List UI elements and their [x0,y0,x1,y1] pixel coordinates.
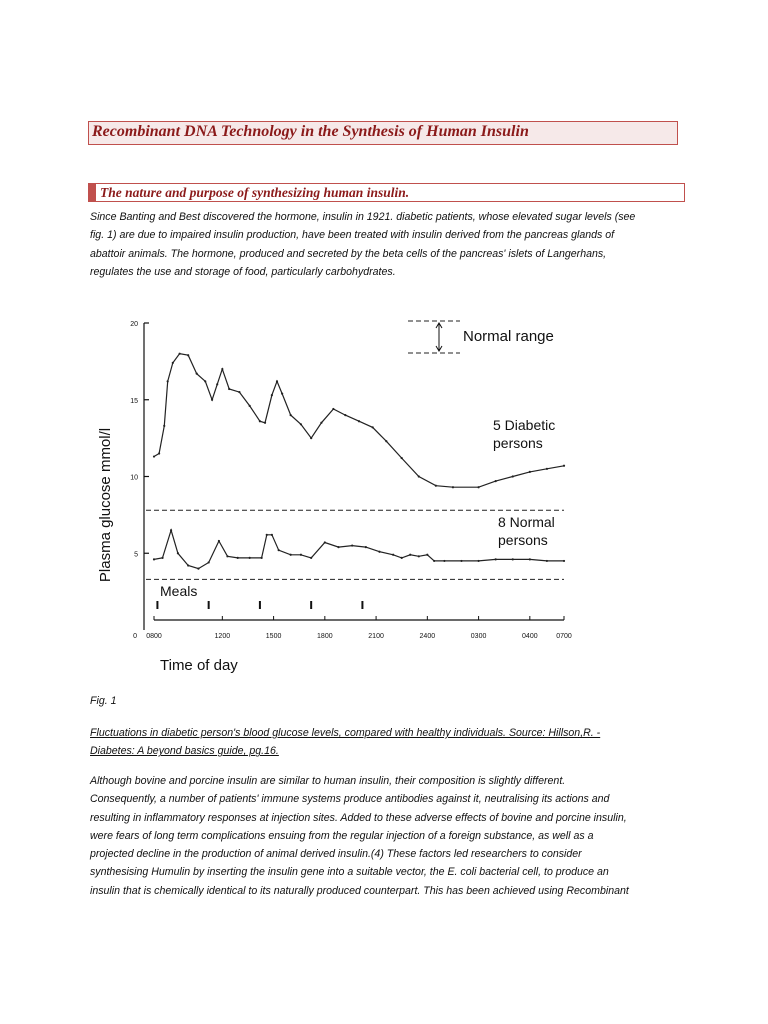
diabetic-data-point [332,408,334,410]
normal-series-label: persons [498,532,548,548]
normal-data-point [495,558,497,560]
y-tick-label: 20 [130,321,138,328]
figure-label: Fig. 1 [90,695,117,707]
diabetic-data-point [204,380,206,382]
normal-data-point [170,529,172,531]
intro-line: Since Banting and Best discovered the hormone, insulin in 1921. diabetic patients, whose elevated sugar levels (see [90,211,636,223]
body-line: projected decline in the production of animal derived insulin.(4) These factors led researchers to consider [90,848,582,861]
meal-marker [361,601,363,609]
body-line: synthesising Humulin by inserting the insulin gene into a suitable vector, the E. coli bacterial cell, to produce an [90,866,609,879]
caption-line: Diabetes: A beyond basics guide, pg.16. [90,745,279,758]
diabetic-data-point [259,420,261,422]
diabetic-data-point [563,465,565,467]
y-axis-label: Plasma glucose mmol/l [97,427,114,583]
x-tick-label: 1200 [214,633,231,640]
y-tick-label: 5 [134,551,138,559]
diabetic-data-point [187,354,189,356]
normal-data-point [226,555,228,557]
normal-data-point [546,560,548,562]
diabetic-data-point [172,362,174,364]
meals-label: Meals [160,583,198,599]
glucose-chart [90,293,587,680]
normal-series-label: 8 Normal [498,514,555,530]
normal-data-point [378,551,380,553]
diabetic-data-point [290,414,292,416]
normal-data-point [237,557,239,559]
diabetic-data-point [163,425,165,427]
y-tick-label: 10 [130,474,138,482]
diabetic-data-point [452,486,454,488]
normal-data-point [161,557,163,559]
intro-line: abattoir animals. The hormone, produced and secreted by the beta cells of the pancreas' islets of Langerhans, [90,247,607,260]
normal-data-point [433,560,435,562]
normal-data-point [197,568,199,570]
diabetic-data-point [435,485,437,487]
normal-data-point [261,557,263,559]
diabetic-data-point [372,426,374,428]
glucose-figure [90,293,587,680]
normal-data-point [563,560,565,562]
normal-data-point [249,557,251,559]
x-tick-label: 0400 [522,633,538,640]
normal-data-point [324,541,326,543]
normal-data-point [271,534,273,536]
diabetic-data-point [276,380,278,382]
diabetic-data-point [211,399,213,401]
normal-data-point [337,546,339,548]
diabetic-data-point [310,437,312,439]
body-line: Consequently, a number of patients' immune systems produce antibodies against it, neutralising its actions and [90,793,610,806]
normal-data-point [529,558,531,560]
body-paragraph [90,772,682,900]
intro-line: regulates the use and storage of food, particularly carbohydrates. [90,265,396,278]
title-banner [88,121,678,145]
diabetic-data-point [228,388,230,390]
diabetic-series-label: 5 Diabetic [493,417,556,433]
normal-data-point [392,554,394,556]
normal-data-point [477,560,479,562]
figure-caption [90,724,682,761]
normal-range-label: Normal range [463,328,554,345]
diabetic-data-point [546,468,548,470]
normal-data-point [460,560,462,562]
normal-data-point [300,554,302,556]
normal-data-point [177,552,179,554]
x-tick-label: 0300 [470,633,487,640]
caption-line: Fluctuations in diabetic person's blood glucose levels, compared with healthy individuals. Source: Hillson,R. - [90,727,601,739]
diabetic-data-point [320,422,322,424]
section-accent-bar [89,184,96,201]
x-tick-label: 2400 [419,633,436,640]
y-tick-label: 0 [133,633,137,640]
intro-paragraph [90,208,682,281]
normal-data-point [290,554,292,556]
body-line: resulting in inflammatory responses at injection sites. Added to these adverse effects of bovine and porcine insulin, [90,811,627,824]
y-tick-label: 15 [130,397,138,405]
diabetic-data-point [196,373,198,375]
normal-data-point [187,564,189,566]
meal-marker [208,601,210,609]
diabetic-data-point [529,471,531,473]
diabetic-series-label: persons [493,435,543,451]
diabetic-data-point [167,380,169,382]
normal-data-point [418,555,420,557]
normal-data-point [266,534,268,536]
diabetic-data-point [264,422,266,424]
meal-marker [259,601,261,609]
normal-data-point [310,557,312,559]
diabetic-data-point [385,440,387,442]
section-heading: The nature and purpose of synthesizing human insulin. [100,185,410,200]
diabetic-data-point [271,394,273,396]
diabetic-data-point [495,480,497,482]
normal-data-point [401,557,403,559]
meal-marker [156,601,158,609]
normal-data-point [278,549,280,551]
x-tick-label: 0800 [146,633,162,640]
diabetic-data-point [221,368,223,370]
x-tick-label: 0700 [556,633,572,640]
normal-data-point [218,540,220,542]
diabetic-data-point [358,420,360,422]
document-title: Recombinant DNA Technology in the Synthesis of Human Insulin [92,123,529,140]
intro-line: fig. 1) are due to impaired insulin production, have been treated with insulin derived from the pancreas glands of [90,229,615,242]
diabetic-data-point [179,353,181,355]
body-line: Although bovine and porcine insulin are similar to human insulin, their composition is slightly different. [90,775,566,787]
x-tick-label: 1500 [265,633,282,640]
normal-data-point [365,546,367,548]
diabetic-data-point [153,455,155,457]
x-tick-label: 2100 [368,633,384,640]
diabetic-data-point [512,475,514,477]
normal-data-point [426,554,428,556]
normal-data-point [208,561,210,563]
diabetic-data-point [238,391,240,393]
diabetic-data-point [401,457,403,459]
x-tick-label: 1800 [317,633,333,640]
diabetic-data-point [477,486,479,488]
diabetic-data-point [249,405,251,407]
normal-data-point [409,554,411,556]
normal-data-point [351,544,353,546]
normal-data-point [512,558,514,560]
diabetic-data-point [300,423,302,425]
normal-data-point [443,560,445,562]
diabetic-data-point [418,475,420,477]
body-line: insulin that is chemically identical to its naturally produced counterpart. This has been achieved using Recombinant [90,884,629,897]
section-heading-banner [88,183,685,202]
body-line: were fears of long term complications ensuing from the regular injection of a foreign substance, as well as a [90,829,594,842]
x-axis-label: Time of day [160,657,238,674]
diabetic-data-point [281,393,283,395]
normal-data-point [153,558,155,560]
diabetic-data-point [344,414,346,416]
diabetic-data-point [158,452,160,454]
meal-marker [310,601,312,609]
diabetic-data-point [216,383,218,385]
